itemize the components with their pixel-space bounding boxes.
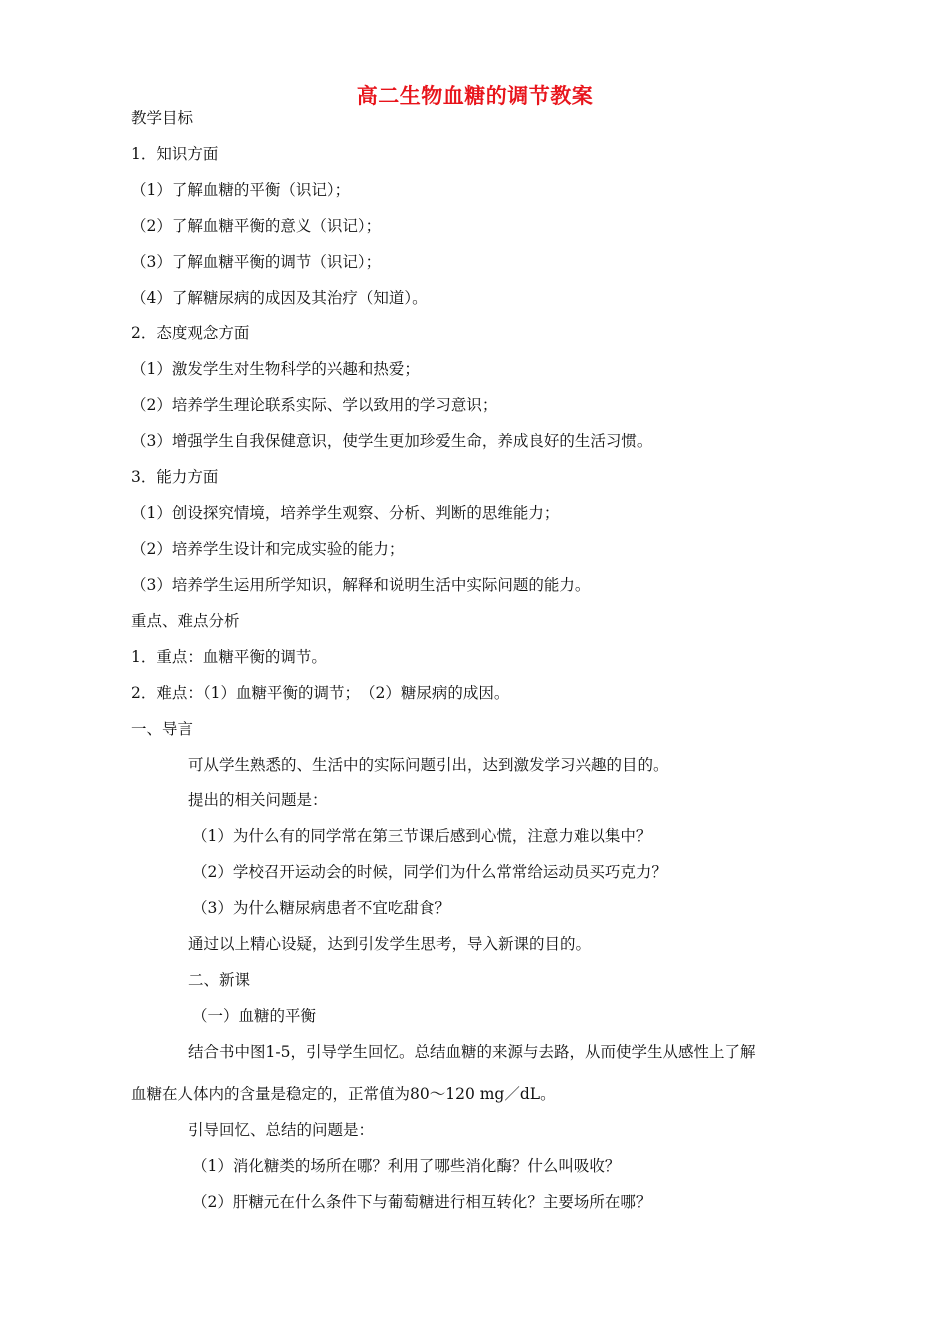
document-title: 高二生物血糖的调节教案 bbox=[356, 84, 594, 108]
subsection-heading-ability: 3．能力方面 bbox=[131, 468, 219, 486]
section-heading-new-lesson: 二、新课 bbox=[188, 971, 251, 989]
list-item: （4）了解糖尿病的成因及其治疗（知道）。 bbox=[131, 289, 428, 307]
question-item: （1）为什么有的同学常在第三节课后感到心慌，注意力难以集中？ bbox=[192, 827, 652, 845]
list-item: （3）了解血糖平衡的调节（识记）； bbox=[131, 253, 382, 271]
paragraph: 引导回忆、总结的问题是： bbox=[188, 1121, 375, 1139]
list-item: （3）增强学生自我保健意识，使学生更加珍爱生命，养成良好的生活习惯。 bbox=[131, 432, 653, 450]
question-item: （3）为什么糖尿病患者不宜吃甜食？ bbox=[192, 899, 450, 917]
paragraph: 提出的相关问题是： bbox=[188, 791, 328, 809]
list-item: （3）培养学生运用所学知识，解释和说明生活中实际问题的能力。 bbox=[131, 576, 591, 594]
subsection-heading-knowledge: 1．知识方面 bbox=[131, 145, 219, 163]
list-item: （1）创设探究情境，培养学生观察、分析、判断的思维能力； bbox=[131, 504, 560, 522]
list-item: （2）培养学生设计和完成实验的能力； bbox=[131, 540, 405, 558]
list-item: （2）了解血糖平衡的意义（识记）； bbox=[131, 217, 382, 235]
paragraph: 血糖在人体内的含量是稳定的，正常值为80～120 mg／dL。 bbox=[131, 1085, 556, 1103]
list-item: （2）培养学生理论联系实际、学以致用的学习意识； bbox=[131, 396, 498, 414]
difficulty-line: 2．难点：（1）血糖平衡的调节； （2）糖尿病的成因。 bbox=[131, 684, 510, 702]
paragraph: 结合书中图1-5，引导学生回忆。总结血糖的来源与去路，从而使学生从感性上了解 bbox=[188, 1043, 756, 1061]
question-item: （2）学校召开运动会的时候，同学们为什么常常给运动员买巧克力？ bbox=[192, 863, 667, 881]
subsection-heading-attitude: 2．态度观念方面 bbox=[131, 324, 250, 342]
section-heading-key-points: 重点、难点分析 bbox=[131, 612, 240, 630]
question-item: （1）消化糖类的场所在哪？利用了哪些消化酶？什么叫吸收？ bbox=[192, 1157, 621, 1175]
question-item: （2）肝糖元在什么条件下与葡萄糖进行相互转化？主要场所在哪？ bbox=[192, 1193, 652, 1211]
subsection-heading-blood-sugar-balance: （一）血糖的平衡 bbox=[192, 1007, 317, 1025]
paragraph: 通过以上精心设疑，达到引发学生思考，导入新课的目的。 bbox=[188, 935, 592, 953]
section-heading-teaching-goals: 教学目标 bbox=[131, 109, 194, 127]
paragraph: 可从学生熟悉的、生活中的实际问题引出，达到激发学习兴趣的目的。 bbox=[188, 756, 669, 774]
list-item: （1）激发学生对生物科学的兴趣和热爱； bbox=[131, 360, 420, 378]
key-point-line: 1．重点：血糖平衡的调节。 bbox=[131, 648, 327, 666]
section-heading-introduction: 一、导言 bbox=[131, 720, 194, 738]
list-item: （1）了解血糖的平衡（识记）； bbox=[131, 181, 351, 199]
